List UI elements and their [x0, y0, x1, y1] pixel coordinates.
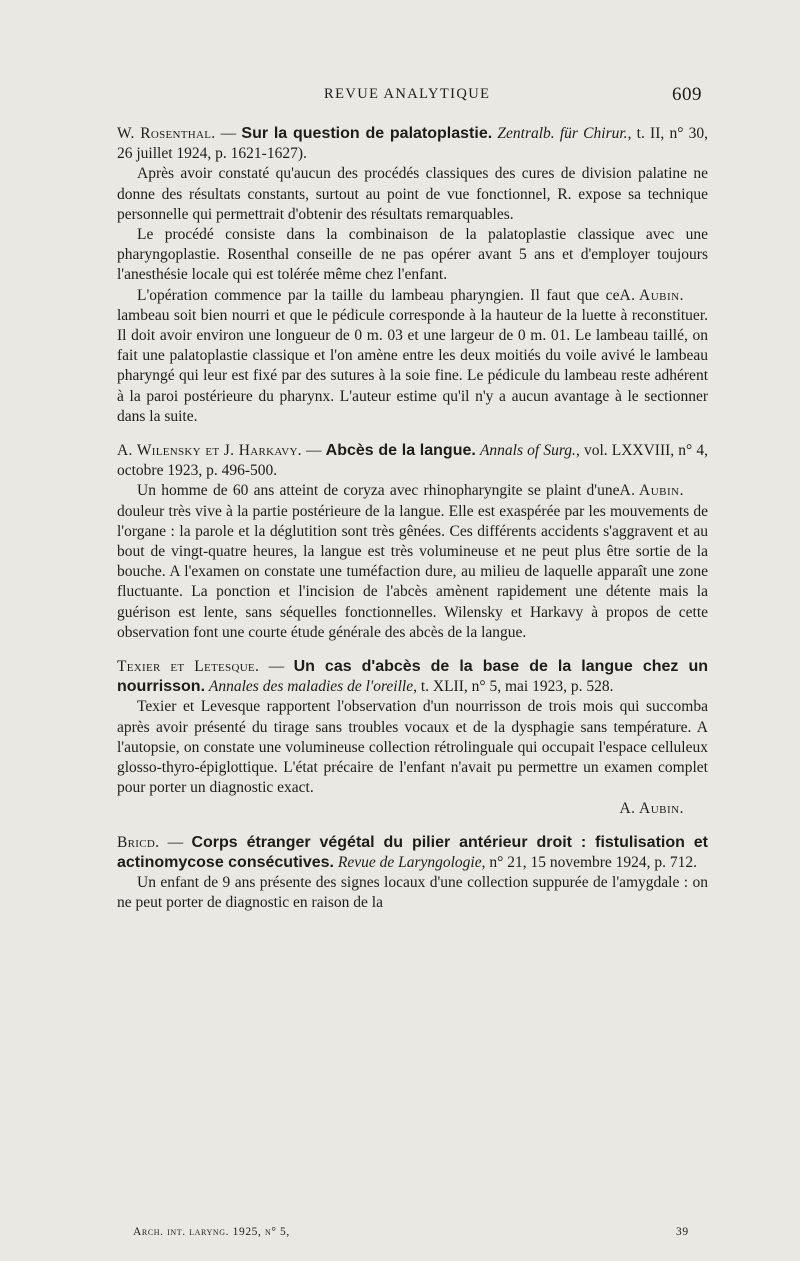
paragraph-text: L'opération commence par la taille du lambeau pharyngien. Il faut que ce lambeau soit bien nourri et que le pédicule corresponde à la hauteur de la luette à reconstituer. Il doit avoir environ une longueur de 0 m. 03 et une largeur de 0 m. 01. Le lambeau taillé, on fait une palatoplastie classique et l'on amène entre les deux moitiés du voile avivé le lambeau pharyngé qui leur est fixé par des sutures à la soie fine. Le pédicule du lambeau reste adhérent à la paroi postérieure du pharynx. L'auteur estime qu'il n'y a aucun avantage à le sectionner dans la suite. — [117, 286, 708, 425]
summary-paragraph: Texier et Levesque rapportent l'observation d'un nourrisson de trois mois qui succomba après avoir présenté du tirage sans troubles vocaux et de la dysphagie sans température. A l'autopsie, on constate une volumineuse collection rétrolinguale qui occupait l'espace celluleux glosso-thyro-épiglottique. L'état précaire de l'enfant n'avait pu permettre un examen complet pour porter un diagnostic exact. — [117, 698, 708, 797]
journal-name: Revue de Laryngologie — [337, 853, 482, 871]
dash: — — [259, 658, 294, 676]
journal-name: Annales des maladies de l'oreille — [208, 678, 414, 696]
journal-name: Zentralb. für Chirur. — [497, 125, 628, 142]
citation-details: , t. II, n° 30, 26 juillet 1924, p. 1621-1627). — [117, 125, 709, 163]
article-title: Corps étranger végétal du pilier antérieur droit : fistulisation et actinomycose consécutives. — [117, 833, 709, 871]
authors: W. Rosenthal. — [117, 125, 216, 142]
review-entry-rosenthal — [117, 124, 708, 427]
page-number: 609 — [672, 84, 702, 105]
signature-mark: Arch. int. laryng. 1925, n° 5, — [133, 1226, 290, 1238]
page-header — [0, 86, 800, 110]
journal-name: Annals of Surg. — [479, 442, 576, 460]
reviewer-signature: A. Aubin. — [619, 799, 684, 817]
dash: — — [301, 442, 326, 460]
page-footer — [0, 1226, 800, 1246]
bibliographic-reference — [117, 833, 708, 873]
review-entry-bricd — [117, 833, 708, 914]
bibliographic-reference — [117, 441, 708, 481]
bibliographic-reference — [117, 124, 708, 164]
authors: Texier et Letesque. — [117, 658, 260, 676]
citation-details: , vol. LXXVIII, n° 4, octobre 1923, p. 496-500. — [117, 442, 709, 480]
article-title: Un cas d'abcès de la base de la langue chez un nourrisson. — [117, 658, 709, 696]
paragraph-text: Un homme de 60 ans atteint de coryza avec rhinopharyngite se plaint d'une douleur très vive à la partie postérieure de la langue. Elle est exaspérée par les mouvements de l'organe : la parole et la déglutition sont très gênées. Ces différents accidents s'aggravent et au bout de vingt-quatre heures, la langue est très volumineuse et ne peut plus être sortie de la bouche. A l'examen on constate une tuméfaction dure, au milieu de laquelle apparaît une zone fluctuante. La ponction et l'incision de l'abcès amènent rapidement une détente mais la guérison est lente, sans séquelles fonctionnelles. Wilensky et Harkavy à propos de cette observation font une courte étude générale des abcès de la langue. — [117, 482, 708, 641]
summary-paragraph: Après avoir constaté qu'aucun des procédés classiques des cures de division palatine ne donne des résultats constants, surtout au point de vue fonctionnel, R. expose sa technique personnelle qui permettrait d'obtenir des résultats remarquables. — [117, 165, 708, 223]
dash: — — [159, 833, 192, 851]
gathering-number: 39 — [676, 1226, 689, 1238]
summary-paragraph — [117, 286, 708, 427]
dash: — — [215, 125, 242, 142]
authors: A. Wilensky et J. Harkavy. — [117, 442, 302, 460]
summary-paragraph — [117, 481, 708, 643]
review-entry-wilensky — [117, 441, 708, 643]
summary-paragraph: Le procédé consiste dans la combinaison de la palatoplastie classique avec une pharyngoplastie. Rosenthal conseille de ne pas opérer avant 5 ans et d'employer toujours l'anesthésie locale qui est tolérée même chez l'enfant. — [117, 226, 708, 284]
bibliographic-reference — [117, 657, 708, 697]
citation-details: , t. XLII, n° 5, mai 1923, p. 528. — [413, 678, 614, 696]
reviewer-signature: A. Aubin. — [619, 482, 684, 500]
article-title: Sur la question de palatoplastie. — [241, 125, 493, 142]
page-body — [117, 124, 708, 928]
summary-paragraph: Un enfant de 9 ans présente des signes locaux d'une collection suppurée de l'amygdale : on ne peut porter de diagnostic en raison de la — [117, 874, 708, 912]
authors: Bricd. — [117, 833, 160, 851]
review-entry-texier — [117, 657, 708, 819]
running-title: REVUE ANALYTIQUE — [324, 86, 491, 102]
article-title: Abcès de la langue. — [325, 442, 476, 460]
reviewer-signature: A. Aubin. — [619, 286, 684, 304]
citation-details: , n° 21, 15 novembre 1924, p. 712. — [481, 853, 698, 871]
